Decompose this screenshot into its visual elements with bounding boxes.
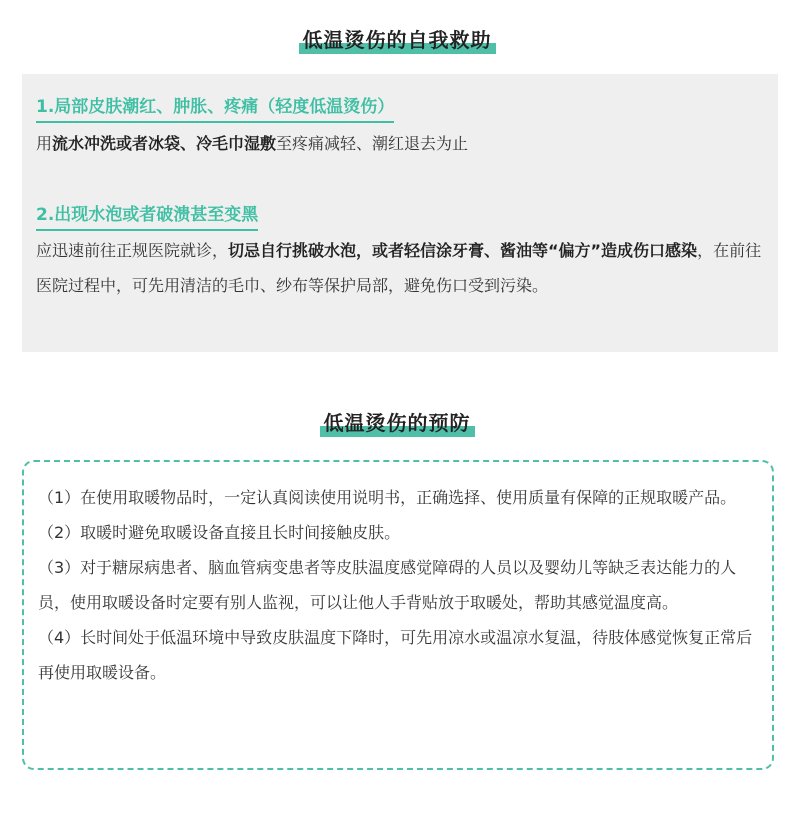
self-rescue-panel xyxy=(22,74,778,352)
prevention-item-3: （3）对于糖尿病患者、脑血管病变患者等皮肤温度感觉障碍的人员以及婴幼儿等缺乏表达能力的人员，使用取暖设备时定要有别人监视，可以让他人手背贴放于取暖处，帮助其感觉温度高。 xyxy=(38,558,737,612)
self-rescue-title-text: 低温烫伤的自我救助 xyxy=(302,28,492,52)
mild-burn-text-prefix: 用 xyxy=(36,134,53,153)
prevention-list xyxy=(38,480,760,690)
blister-heading: 2.出现水泡或者破溃甚至变黑 xyxy=(36,203,258,231)
mild-burn-heading: 1.局部皮肤潮红、肿胀、疼痛（轻度低温烫伤） xyxy=(36,95,394,123)
prevention-item-2: （2）取暖时避免取暖设备直接且长时间接触皮肤。 xyxy=(38,523,401,542)
prevention-title-text: 低温烫伤的预防 xyxy=(323,411,471,435)
mild-burn-text-emphasis: 流水冲洗或者冰袋、冷毛巾湿敷 xyxy=(52,134,277,153)
prevention-title-block xyxy=(0,410,794,436)
self-rescue-title xyxy=(301,27,494,53)
prevention-item-4: （4）长时间处于低温环境中导致皮肤温度下降时，可先用凉水或温凉水复温，待肢体感觉恢复正常后再使用取暖设备。 xyxy=(38,628,753,682)
prevention-title xyxy=(322,410,473,436)
self-rescue-title-block xyxy=(0,27,794,53)
blister-text-suffix: ，在前往医院过程中，可先用清洁的毛巾、纱布等保护局部，避免伤口受到污染。 xyxy=(36,241,762,295)
prevention-item-1: （1）在使用取暖物品时，一定认真阅读使用说明书，正确选择、使用质量有保障的正规取暖产品。 xyxy=(38,488,737,507)
blister-text-emphasis: 切忌自行挑破水泡，或者轻信涂牙膏、酱油等“偏方”造成伤口感染 xyxy=(228,241,698,260)
blister-text-prefix: 应迅速前往正规医院就诊， xyxy=(36,241,229,260)
blister-instructions xyxy=(36,233,766,303)
mild-burn-text-suffix: 至疼痛减轻、潮红退去为止 xyxy=(276,134,469,153)
prevention-panel xyxy=(22,460,774,770)
mild-burn-instructions xyxy=(36,126,766,161)
